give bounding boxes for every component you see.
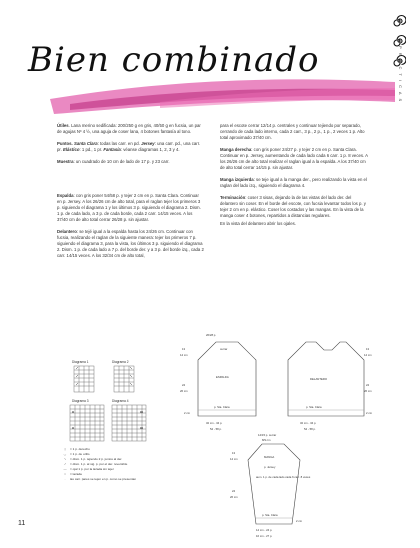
stitch-legend <box>60 447 155 482</box>
sleeve-h5: 2 cm <box>296 519 303 523</box>
back-h4: 26 cm <box>180 389 188 393</box>
spiral-icon <box>392 14 406 28</box>
front-paragraph <box>57 229 204 259</box>
stitch-diagrams <box>62 357 152 447</box>
sleeve-bottom-2: 16 cm - 27 p. <box>256 534 273 538</box>
diagram-3-grid <box>70 405 104 441</box>
legend-text: = 1 p. derecho <box>70 447 90 451</box>
sleeve-h2: 14 cm <box>230 457 238 461</box>
materials-paragraph <box>57 123 204 135</box>
legend-text: = ojal 1 p. por la lazada sin tejer <box>70 467 114 471</box>
sleeve-name: MANGA <box>264 455 275 459</box>
back-label: Espalda <box>57 193 74 198</box>
sleeve-top: 14/15 p. cerrar <box>258 433 277 437</box>
materials-text: . Lana merino sedificada: 200/250 g en gris, 40/50 g en fucsia, un par de agujas Nº 4 ½, una aguja de coser lana, 4 botones fantasía al tono. <box>57 123 201 134</box>
back-schematic <box>176 330 276 435</box>
front-h2: 14 cm <box>364 353 372 357</box>
spiral-decoration <box>392 14 416 74</box>
stitches-paragraph <box>57 141 204 153</box>
front-text: : se tejé igual a la espalda hasta los 24/26 cm. Continuar con fucsia, realizando el raglan de la siguiente manera: tejer los primeros 7 p. siguiendo el diagrama 3, para la vista, los últimos 3 p. siguiendo el diagrama 2. Dism. 1 p. de cada lado a 7 p. del borde der. y a 3 p. del borde izq., cada 2 carr. 14/15 veces. A los 32/34 cm de alto total, <box>57 229 204 258</box>
sleeve-schematic <box>220 432 330 540</box>
sleeve-h3: 24 <box>232 489 236 493</box>
legend-symbol: — <box>63 467 67 471</box>
section-label: P R Á C T I C A S <box>398 46 403 103</box>
back-top-width: 26/28 p. <box>206 333 217 337</box>
page-title: Bien combinado <box>28 40 320 80</box>
stitch-name: Fantasía <box>102 147 121 152</box>
diagram-2-grid <box>114 366 134 392</box>
finishing-paragraph <box>220 195 368 219</box>
sleeve-bottom: 14 cm - 24 p. <box>256 528 273 532</box>
diagram-4-label: Diagrama 4 <box>112 399 129 403</box>
legend-symbol: · <box>64 477 66 481</box>
neck-paragraph: para el escote cerrar 12/14 p. centrales y continuar tejiendo por separado, cerrando de cada lado interno, cada 2 carr., 3 p., 2 p., 1 p., 2 veces 1 p. Alto total aproximado 37/40 cm. <box>220 123 365 140</box>
diagram-4-grid <box>112 405 146 441</box>
front-h1: 13 <box>366 347 370 351</box>
sleeve-stitch-2: p. Sta. Clara <box>262 513 278 517</box>
stitch-desc: : véanse diagramas 1, 2, 3 y 4. <box>120 147 180 152</box>
back-h1: 13 <box>182 347 186 351</box>
stitch-name: Elástico <box>61 147 80 152</box>
back-neck: cerrar <box>220 347 228 351</box>
back-paragraph <box>57 193 204 223</box>
left-column <box>57 123 204 265</box>
front-stitch: p. Sta. Clara <box>306 405 322 409</box>
legend-text: = lazada <box>70 472 82 476</box>
legend-symbol: ◡ <box>63 452 67 456</box>
legend-text: = dism. 1 p. al sig. p. por el der. reversible <box>70 462 128 466</box>
right-sleeve-paragraph <box>220 147 368 171</box>
front-schematic <box>276 330 376 435</box>
page-number: 11 <box>18 520 26 527</box>
stitch-desc: : todas las carr. en pd. <box>97 141 140 146</box>
stitch-desc: : una carr. pd., una carr. pr. <box>57 141 201 152</box>
sleeve-top-2: 8/9 cm <box>262 438 271 442</box>
left-sleeve-paragraph <box>220 177 368 189</box>
diagram-1-grid <box>74 366 94 392</box>
front-name: DELANTERO <box>310 377 328 381</box>
diagram-2-label: Diagrama 2 <box>112 360 129 364</box>
back-stitch: p. Sta. Clara <box>214 405 230 409</box>
front-label: Delantero <box>57 229 77 234</box>
right-sleeve-label: Manga derecha <box>220 147 252 152</box>
front-bottom-2: 54 - 58 p. <box>304 427 316 431</box>
gauge-text: : un cuadrado de 10 cm de lado de 17 p. y 23 carr. <box>73 159 170 164</box>
legend-symbol: ○ <box>64 472 66 476</box>
front-h5: 2 cm <box>366 411 373 415</box>
stitch-name: . Santa Clara <box>71 141 98 146</box>
sleeve-aum: aum. 1 p. de cada lado cada 6 carr. 8 veces <box>256 475 311 479</box>
right-sleeve-text: : con gris poner 24/27 p. y tejer 2 cm en p. Santa Clara. Continuar en p. Jersey, aumentando de cada lado cada 6 carr. 1 p. 8 veces. A los 26/26 cm de alto total realizar el raglan igual a la espalda. A los 37/40 cm de alto total cerrar 14/15 p. sin ajustar. <box>220 147 368 170</box>
left-sleeve-label: Manga izquierda <box>220 177 254 182</box>
legend-text: = 1 p. de orillo <box>70 452 90 456</box>
legend-text: = dism. 1 p. tejiendo 2 p. juntos al der. <box>70 457 123 461</box>
back-bottom: 32 cm - 34 p. <box>206 421 223 425</box>
legend-symbol: \ <box>64 457 66 461</box>
legend-symbol: | <box>64 447 66 451</box>
stitch-desc: : 1 pd., 1 pr. <box>79 147 103 152</box>
back-h3: 24 <box>182 383 186 387</box>
sleeve-stitch: p. Jersey <box>264 465 276 469</box>
stitches-label: Puntos <box>57 141 72 146</box>
legend-text: las carr. pares se tejen en p. como se presentan <box>70 477 137 481</box>
back-bottom-2: 54 - 58 p. <box>210 427 222 431</box>
diagram-3-label: Diagrama 3 <box>72 399 89 403</box>
legend-item <box>60 477 155 482</box>
finishing-paragraph-2: En la vista del delantero abrir los ojales. <box>220 221 296 226</box>
back-name: ESPALDA <box>216 375 229 379</box>
back-text: : con gris poner 54/58 p. y tejer 2 cm en p. Santa Clara. Continuar en p. Jersey. A los 26/26 cm de alto total, para el raglan tejer los primeros 3 p. siguiendo el diagrama 1 y los últimos 3 p. siguiendo el diagrama 2. Dism. 1 p. de cada lado, a 3 p. de cada borde, cada 2 carr. 14/15 veces. A los 37/40 cm de alto total cerrar 26/28 p. sin ajustar. <box>57 193 201 222</box>
gauge-paragraph <box>57 159 204 165</box>
sleeve-h4: 26 cm <box>230 495 238 499</box>
finishing-label: Terminación <box>220 195 246 200</box>
diagram-1-label: Diagrama 1 <box>72 360 89 364</box>
right-column <box>220 123 368 233</box>
finishing-text: : coser 3 sisas, dejando la de las vistas del lado der. del delantero sin coser. En el borde del escote, con fucsia levantar todos los p. y tejer 2 cm en p. elástico. Coser los costados y las mangas. En la vista de la manga coser 4 botones, repartidos a distancias regulares. <box>220 195 366 218</box>
gauge-label: Muestra <box>57 159 74 164</box>
front-h4: 26 cm <box>364 389 372 393</box>
back-h2: 14 cm <box>180 353 188 357</box>
sleeve-h1: 13 <box>232 451 236 455</box>
back-h5: 2 cm <box>184 411 191 415</box>
legend-symbol: / <box>64 462 66 466</box>
left-sleeve-text: : se teje igual a la manga der., pero realizando la vista en el raglan del lado izq., siguiendo el diagrama 4. <box>220 177 367 188</box>
front-h3: 24 <box>366 383 370 387</box>
materials-label: Útiles <box>57 123 69 128</box>
front-bottom: 32 cm - 34 p. <box>300 421 317 425</box>
stitch-name: Jersey <box>139 141 155 146</box>
